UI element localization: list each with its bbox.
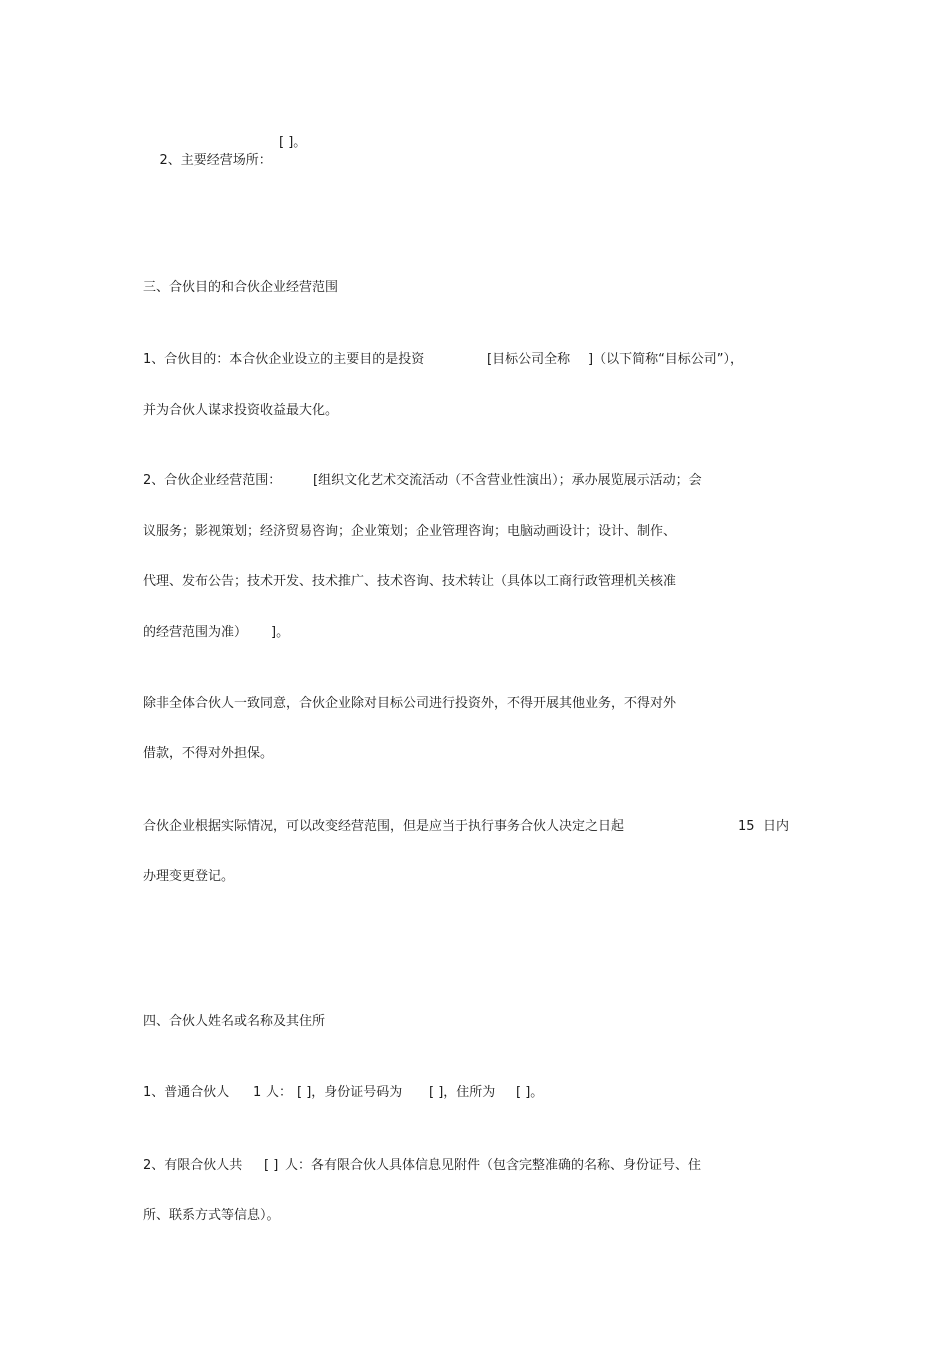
scope-close-bracket: ]。 — [271, 625, 290, 640]
section4-heading: 四、合伙人姓名或名称及其住所 — [143, 1014, 326, 1029]
scope-line2: 议服务；影视策划；经济贸易咨询；企业策划；企业管理咨询；电脑动画设计；设计、制作、 — [143, 524, 677, 539]
restriction-line1: 除非全体合伙人一致同意，合伙企业除对目标公司进行投资外，不得开展其他业务，不得对外 — [143, 696, 677, 711]
change-days: 15 — [738, 819, 755, 834]
change-line2: 办理变更登记。 — [143, 869, 235, 884]
lp-prefix: 2、有限合伙人共 — [143, 1158, 243, 1173]
lp-line2: 所、联系方式等信息）。 — [143, 1208, 280, 1223]
restriction-line2: 借款，不得对外担保。 — [143, 746, 274, 761]
main-place-line — [143, 134, 272, 188]
gp-address-blank: [ ]。 — [516, 1085, 544, 1100]
purpose-target-company: [目标公司全称 — [487, 352, 571, 367]
change-days-unit: 日内 — [763, 819, 790, 834]
gp-name-blank: [ ]，身份证号码为 — [297, 1085, 403, 1100]
change-line1: 合伙企业根据实际情况，可以改变经营范围，但是应当于执行事务合伙人决定之日起 — [143, 819, 625, 834]
main-place-blank: [ ]。 — [279, 135, 307, 150]
purpose-suffix: ]（以下简称“目标公司”）， — [588, 352, 744, 367]
scope-prefix: 2、合伙企业经营范围： — [143, 473, 282, 488]
scope-line1: [组织文化艺术交流活动（不含营业性演出）；承办展览展示活动；会 — [313, 473, 702, 488]
gp-unit: 人： — [266, 1085, 293, 1100]
lp-line1: 人：各有限合伙人具体信息见附件（包含完整准确的名称、身份证号、住 — [285, 1158, 702, 1173]
gp-count: 1 — [253, 1085, 262, 1100]
main-place-label: 2、主要经营场所： — [159, 153, 272, 168]
purpose-line2: 并为合伙人谋求投资收益最大化。 — [143, 403, 339, 418]
scope-line3: 代理、发布公告；技术开发、技术推广、技术咨询、技术转让（具体以工商行政管理机关核准 — [143, 574, 677, 589]
purpose-prefix: 1、合伙目的：本合伙企业设立的主要目的是投资 — [143, 352, 425, 367]
scope-line4: 的经营范围为准） — [143, 625, 248, 640]
gp-prefix: 1、普通合伙人 — [143, 1085, 230, 1100]
gp-id-blank: [ ]，住所为 — [429, 1085, 496, 1100]
section3-heading: 三、合伙目的和合伙企业经营范围 — [143, 280, 339, 295]
lp-count-blank: [ ] — [264, 1158, 279, 1173]
